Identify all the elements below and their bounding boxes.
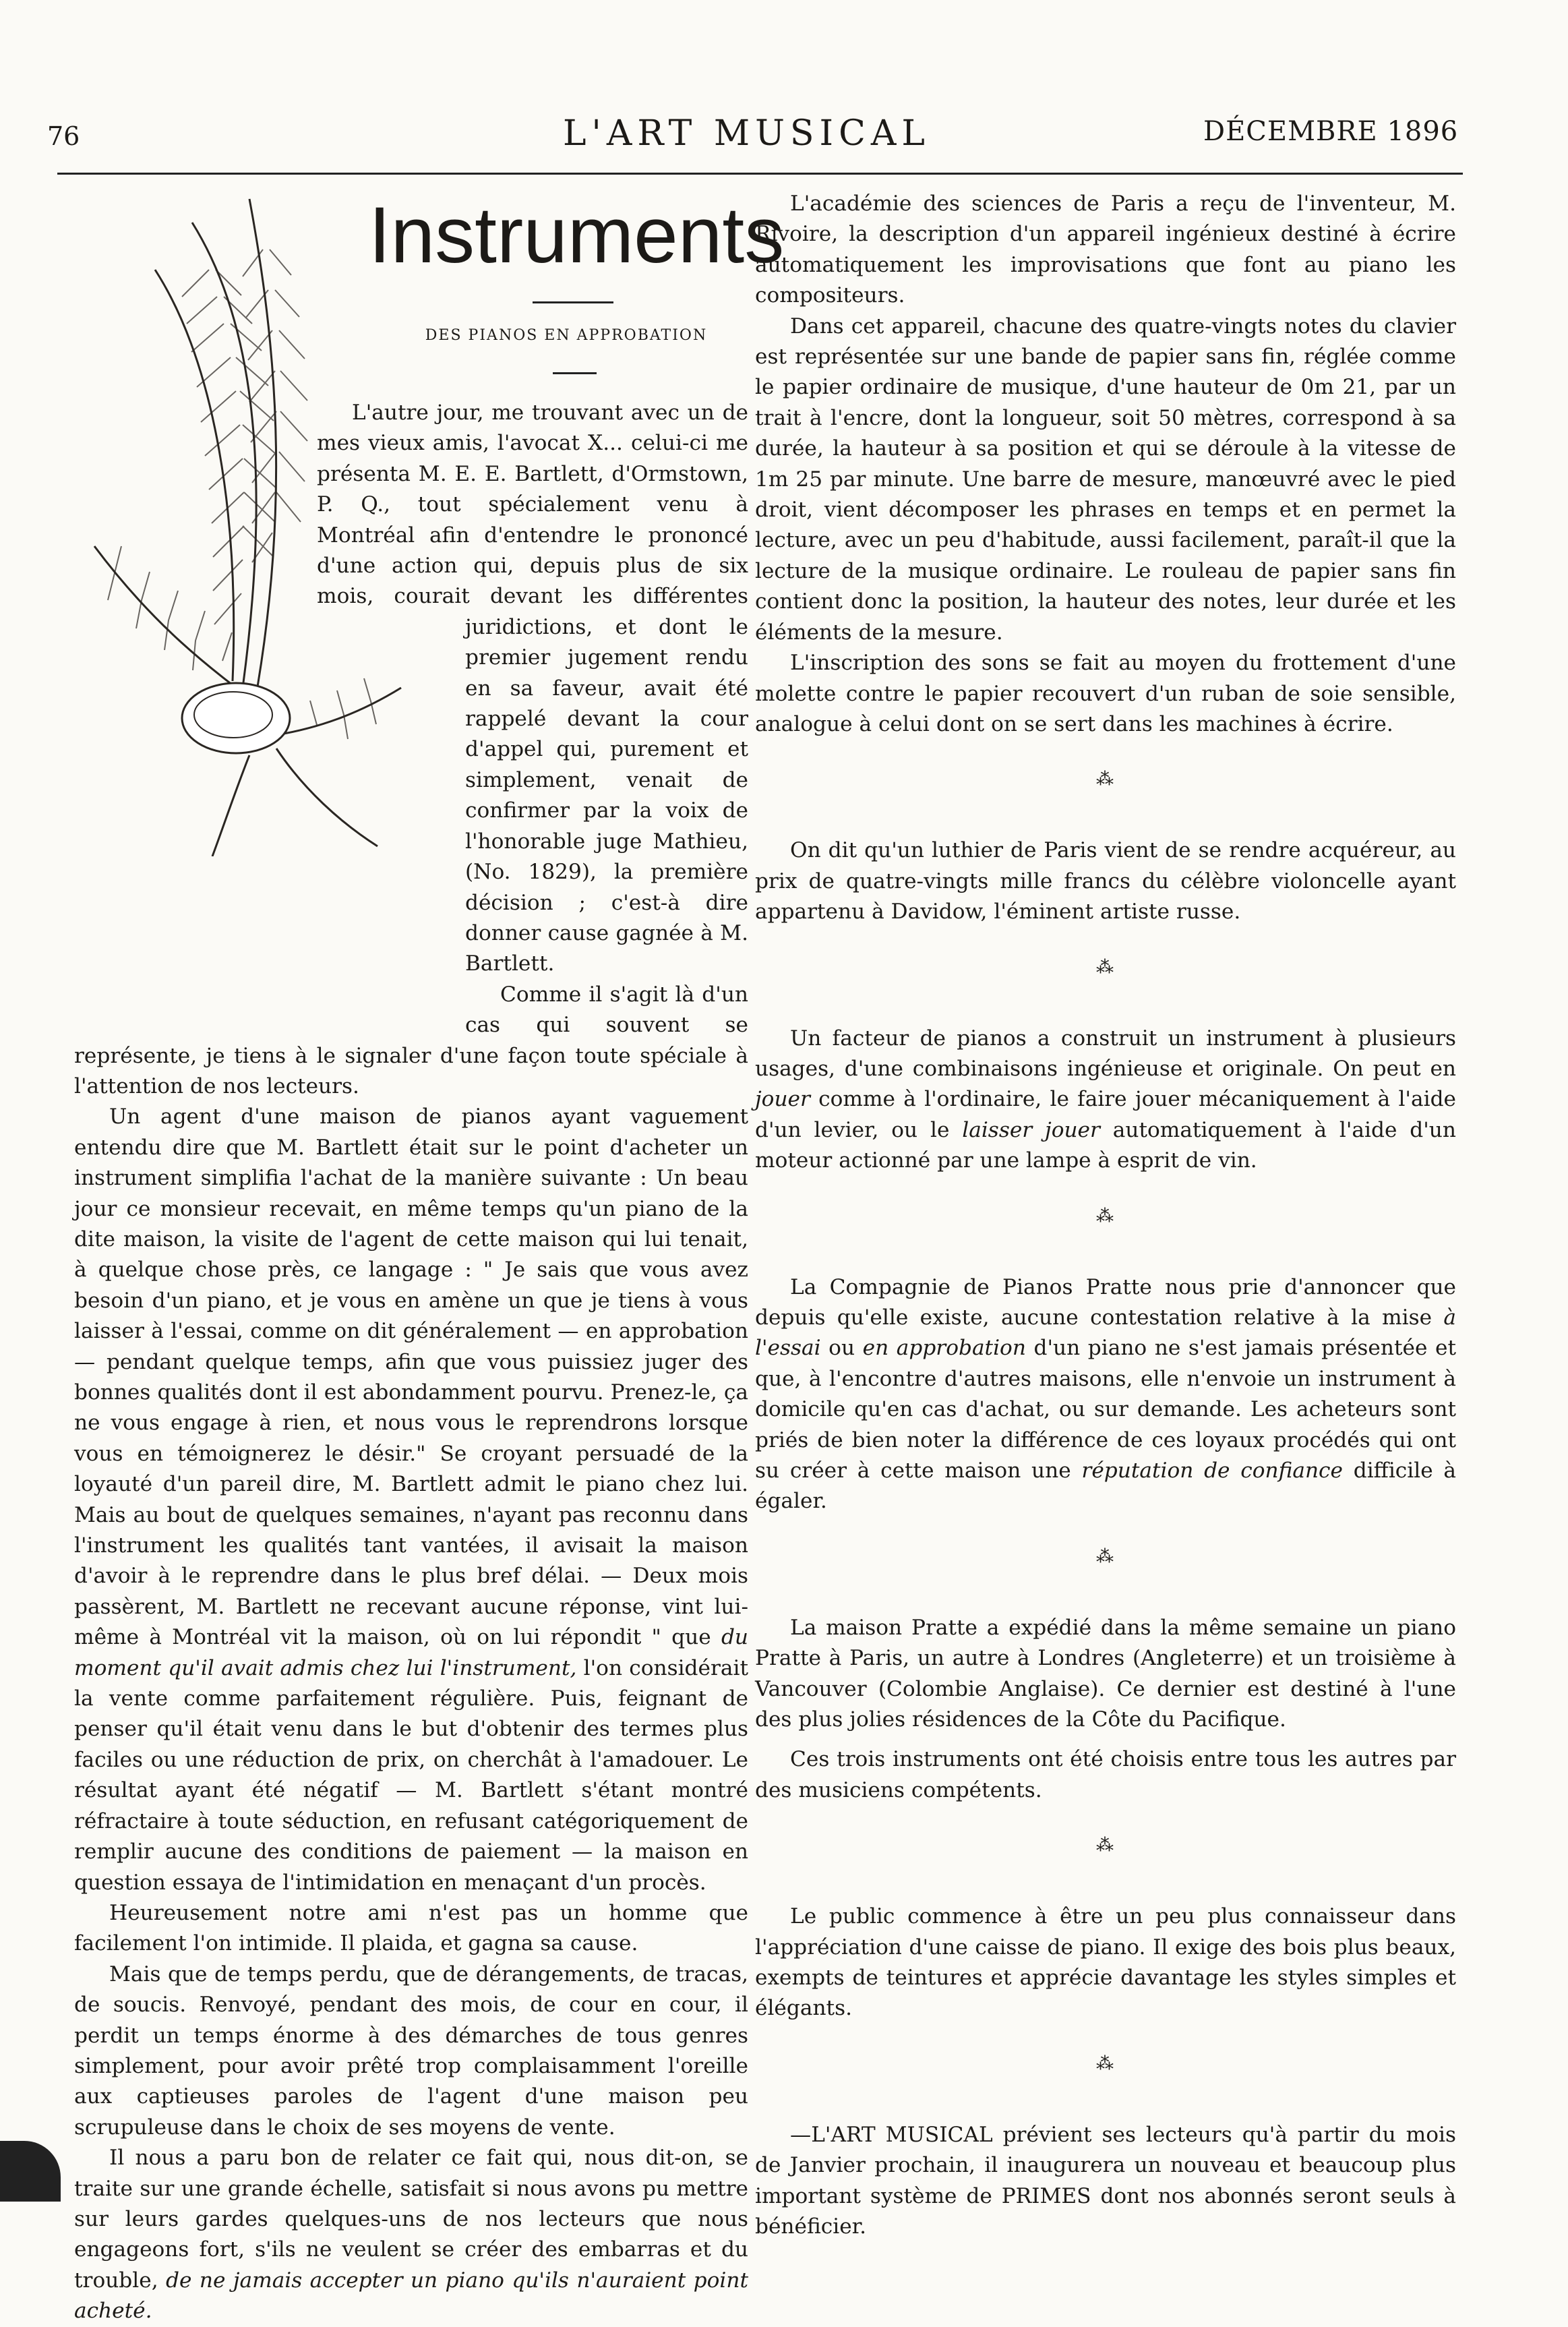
italic-text: laisser jouer	[962, 1117, 1100, 1142]
page-number: 76	[47, 121, 80, 151]
paragraph: Dans cet appareil, chacune des quatre-vingts notes du clavier est représentée sur une bande de papier sans fin, réglée comme le papier ordinaire de musique, d'une hauteur de 0m 21, par un trait à l'encre, dont la longueur, soit 50 mètres, correspond à sa durée, la hauteur à sa position et qui se déroule à la vitesse de 1m 25 par minute. Une barre de mesure, manœuvré avec le pied droit, vient décomposer les phrases en temps et en permet la lecture, avec un peu d'habitude, aussi facilement, paraît-il que la lecture de la musique ordinaire. Le rouleau de papier sans fin contient donc la position, la hauteur des notes, leur durée et les éléments de la mesure.	[755, 314, 1456, 645]
paragraph	[74, 2143, 748, 2326]
paragraph-text: automatiquement à l'aide d'un moteur actionné par une lampe à esprit de vin.	[755, 1117, 1456, 1173]
header-rule	[57, 173, 1463, 175]
issue-date: DÉCEMBRE 1896	[1203, 116, 1459, 147]
section-separator: ⁂	[1096, 769, 1115, 790]
paragraph: Le public commence à être un peu plus connaisseur dans l'appréciation d'une caisse de piano. Il exige des bois plus beaux, exempts de teintures et apprécie davantage les styles simples et élégants.	[755, 1904, 1456, 2021]
paragraph-text: Un facteur de pianos a construit un instrument à plusieurs usages, d'une combinaisons ingénieuse et originale. On peut en	[755, 1026, 1456, 1081]
paragraph-text: ou	[820, 1336, 863, 1361]
journal-title: L'ART MUSICAL	[563, 113, 930, 154]
italic-text: à l'essai	[755, 1305, 1456, 1361]
paragraph: —L'ART MUSICAL prévient ses lecteurs qu'à partir du mois de Janvier prochain, il inaugurera un nouveau et beaucoup plus important système de PRIMES dont nos abonnés seront seuls à bénéficier.	[755, 2122, 1456, 2239]
paragraph: L'autre jour, me trouvant avec un de mes vieux amis, l'avocat X... celui-ci me présenta M. E. E. Bartlett, d'Ormstown, P. Q., tout spécialement venu à Montréal afin d'entendre le prononcé d'une action qui, depuis plus de six mois, courait devant les différentes juridictions, et dont le premier jugement rendu en sa faveur, avait été rappelé devant la cour d'appel qui, purement et simplement, venait de confirmer par la voix de l'honorable juge Mathieu, (No. 1829), la première décision ; c'est-à dire donner cause gagnée à M. Bartlett.	[317, 401, 748, 976]
italic-text: réputation de confiance	[1081, 1459, 1343, 1483]
section-separator: ⁂	[1096, 957, 1115, 978]
paragraph-text: Un agent d'une maison de pianos ayant vaguement entendu dire que M. Bartlett était sur le point d'acheter un instrument simplifia l'achat de la manière suivante : Un beau jour ce monsieur recevait, en même temps qu'un piano de la dite maison, la visite de l'agent de cette maison qui lui tenait, à quelque chose près, ce langage : " Je sais que vous avez besoin d'un piano, et je vous en amène un que je tiens à vous laisser à l'essai, comme on dit généralement — en approbation — pendant quelque temps, afin que vous puissiez juger des bonnes qualités dont il est abondamment pourvu. Prenez-le, ça ne vous engage à rien, et nous vous le reprendrons lorsque vous en témoignerez le désir." Se croyant persuadé de la loyauté d'un pareil dire, M. Bartlett admit le piano chez lui. Mais au bout de quelques semaines, n'ayant pas reconnu dans l'instrument les qualités tant vantées, il avisait la maison d'avoir à le reprendre dans le plus bref délai. — Deux mois passèrent, M. Bartlett ne recevant aucune réponse, vint lui-même à Montréal vit la maison, où on lui répondit " que	[74, 1104, 748, 1650]
article-subtitle: DES PIANOS EN APPROBATION	[425, 327, 708, 344]
section-separator: ⁂	[1096, 2053, 1115, 2074]
page-header	[0, 0, 1568, 179]
title-rule	[533, 301, 613, 303]
section-separator: ⁂	[1096, 1206, 1115, 1227]
left-article-text	[74, 398, 748, 2327]
italic-text: jouer	[755, 1087, 810, 1112]
paragraph-text: l'on considérait la vente comme parfaitement régulière. Puis, feignant de penser qu'il était venu dans le but d'obtenir des termes plus faciles ou une réduction de prix, on cherchât à l'amadouer. Le résultat ayant été négatif — M. Bartlett s'étant montré réfractaire à toute séduction, en refusant catégoriquement de remplir aucune des conditions de paiement — la maison en question essaya de l'intimidation en menaçant d'un procès.	[74, 1655, 748, 1895]
paragraph: Ces trois instruments ont été choisis entre tous les autres par des musiciens compétents.	[755, 1747, 1456, 1802]
illustration-wrap-top	[74, 398, 317, 627]
paragraph: L'inscription des sons se fait au moyen du frottement d'une molette contre le papier recouvert d'un ruban de soie sensible, analogue à celui dont on se sert dans les machines à écrire.	[755, 651, 1456, 736]
paragraph	[755, 1272, 1456, 1517]
article-title: Instruments	[368, 191, 785, 280]
section-separator: ⁂	[1096, 1835, 1115, 1856]
paragraph-text: Il nous a paru bon de relater ce fait qui, nous dit-on, se traite sur une grande échelle, satisfait si nous avons pu mettre sur leurs gardes quelques-uns de nos lecteurs que nous engageons fort, s'ils ne veulent se créer des embarras et du trouble,	[74, 2146, 748, 2293]
paragraph-text: comme à l'ordinaire, le faire jouer mécaniquement à l'aide d'un levier, ou le	[755, 1087, 1456, 1142]
paragraph: L'académie des sciences de Paris a reçu de l'inventeur, M. Rivoire, la description d'un appareil ingénieux destiné à écrire automatiquement les improvisations que font au piano les compositeurs.	[755, 192, 1456, 308]
right-column	[755, 189, 1456, 2243]
subtitle-rule	[553, 372, 597, 374]
scan-edge-mark	[0, 2141, 61, 2202]
paragraph-text: difficile à égaler.	[755, 1459, 1457, 1514]
italic-text: de ne jamais accepter un piano qu'ils n'auraient point acheté.	[74, 2268, 749, 2324]
paragraph-text: La Compagnie de Pianos Pratte nous prie d'annoncer que depuis qu'elle existe, aucune contestation relative à la mise	[755, 1274, 1456, 1330]
paragraph	[755, 1024, 1456, 1177]
section-separator: ⁂	[1096, 1546, 1115, 1567]
paragraph: Comme il s'agit là d'un cas qui souvent se représente, je tiens à le signaler d'une façon toute spéciale à l'attention de nos lecteurs.	[74, 982, 748, 1098]
paragraph-text: d'un piano ne s'est jamais présentée et que, à l'encontre d'autres maisons, elle n'envoie un instrument à domicile qu'en cas d'achat, ou sur demande. Les acheteurs sont priés de bien noter la différence de ces loyaux procédés qui ont su créer à cette maison une	[755, 1336, 1456, 1483]
paragraph	[74, 1102, 748, 1898]
paragraph: La maison Pratte a expédié dans la même semaine un piano Pratte à Paris, un autre à Londres (Angleterre) et un troisième à Vancouver (Colombie Anglaise). Ce dernier est destiné à l'une des plus jolies résidences de la Côte du Pacifique.	[755, 1615, 1456, 1732]
italic-text: en approbation	[862, 1336, 1026, 1361]
paragraph: On dit qu'un luthier de Paris vient de se rendre acquéreur, au prix de quatre-vingts mille francs du célèbre violoncelle ayant appartenu à Davidow, l'éminent artiste russe.	[755, 838, 1456, 924]
illustration-wrap-bottom	[74, 627, 465, 1032]
paragraph: Heureusement notre ami n'est pas un homme que facilement l'on intimide. Il plaida, et gagna sa cause.	[74, 1900, 748, 1956]
paragraph: Mais que de temps perdu, que de dérangements, de tracas, de soucis. Renvoyé, pendant des mois, de cour en cour, il perdit un temps énorme à des démarches de tous genres simplement, pour avoir prêté trop complaisamment l'oreille aux captieuses paroles de l'agent d'une maison peu scrupuleuse dans le choix de ses moyens de vente.	[74, 1962, 748, 2140]
italic-text: du moment qu'il avait admis chez lui l'instrument,	[74, 1625, 748, 1680]
